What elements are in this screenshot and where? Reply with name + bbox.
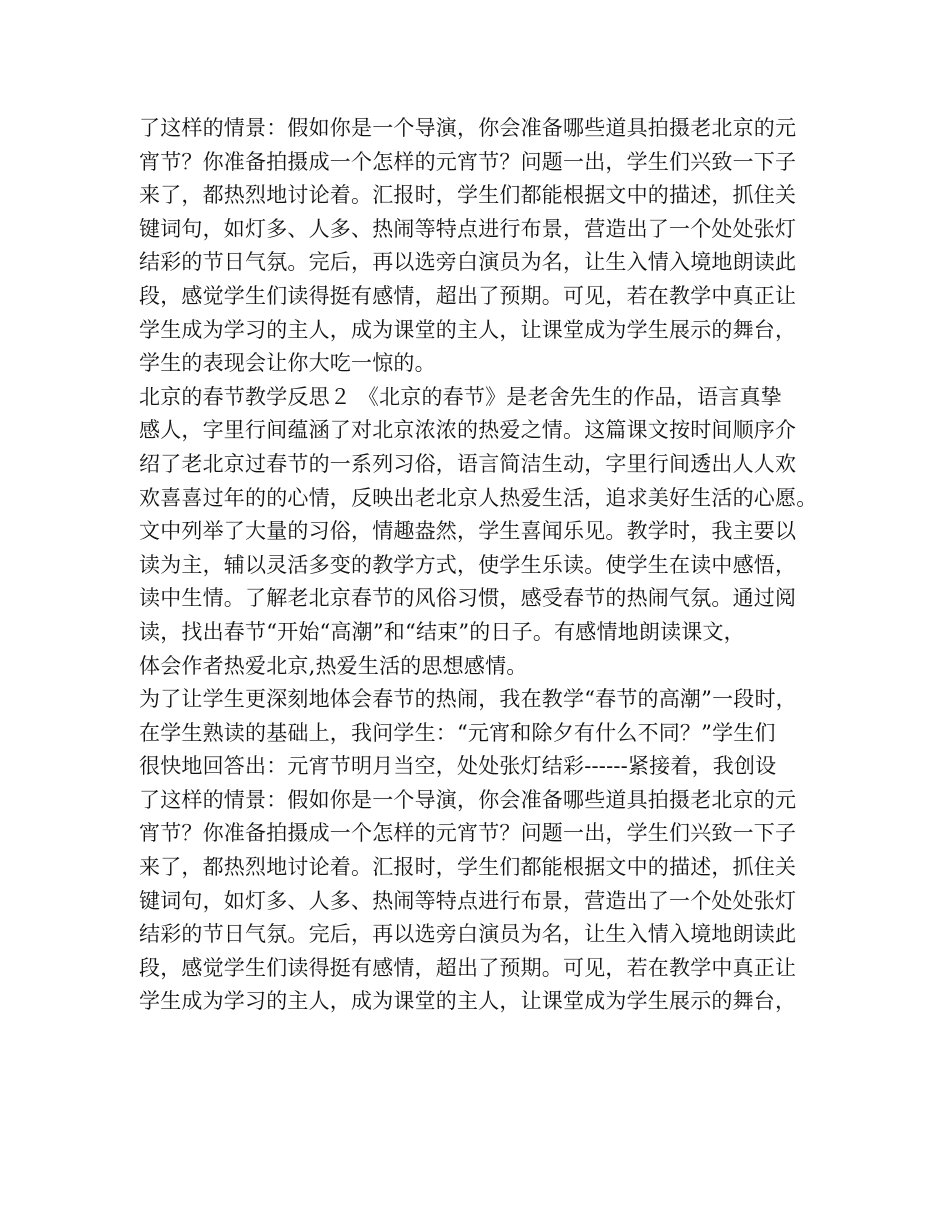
text-line: 键词句，如灯多、人多、热闹等特点进行布景，营造出了一个处处张灯 [139,888,797,913]
text-line: 了这样的情景：假如你是一个导演，你会准备哪些道具拍摄老北京的元 [139,787,797,812]
text-line: 北京的春节教学反思２ 《北京的春节》是老舍先生的作品，语言真挚 [139,384,782,409]
body-text [139,112,839,1019]
text-line: 宵节？你准备拍摄成一个怎样的元宵节？问题一出，学生们兴致一下子 [139,149,797,174]
text-line: 绍了老北京过春节的一系列习俗，语言简洁生动，字里行间透出人人欢 [139,451,797,476]
text-line: 欢喜喜过年的的心情，反映出老北京人热爱生活，追求美好生活的心愿。 [139,485,818,510]
text-line: 学生的表现会让你大吃一惊的。 [139,351,436,376]
text-line: 段，感觉学生们读得挺有感情，超出了预期。可见，若在教学中真正让 [139,955,797,980]
text-line: 读为主，辅以灵活多变的教学方式，使学生乐读。使学生在读中感悟， [139,552,797,577]
text-line: 结彩的节日气氛。完后，再以选旁白演员为名，让生入情入境地朗读此 [139,250,797,275]
text-line: 感人，字里行间蕴涵了对北京浓浓的热爱之情。这篇课文按时间顺序介 [139,418,797,443]
text-line: 学生成为学习的主人，成为课堂的主人，让课堂成为学生展示的舞台， [139,989,797,1014]
text-line: 宵节？你准备拍摄成一个怎样的元宵节？问题一出，学生们兴致一下子 [139,821,797,846]
text-line: 结彩的节日气氛。完后，再以选旁白演员为名，让生入情入境地朗读此 [139,922,797,947]
text-line: 体会作者热爱北京,热爱生活的思想感情。 [139,653,528,678]
text-line: 为了让学生更深刻地体会春节的热闹，我在教学“春节的高潮”一段时， [139,687,797,712]
text-line: 来了，都热烈地讨论着。汇报时，学生们都能根据文中的描述，抓住关 [139,855,797,880]
text-line: 读，找出春节“开始“高潮”和“结束”的日子。有感情地朗读课文， [139,619,745,644]
text-line: 学生成为学习的主人，成为课堂的主人，让课堂成为学生展示的舞台， [139,317,797,342]
text-line: 读中生情。了解老北京春节的风俗习惯，感受春节的热闹气氛。通过阅 [139,586,797,611]
text-line: 键词句，如灯多、人多、热闹等特点进行布景，营造出了一个处处张灯 [139,216,797,241]
text-line: 段，感觉学生们读得挺有感情，超出了预期。可见，若在教学中真正让 [139,283,797,308]
text-line: 在学生熟读的基础上，我问学生：“元宵和除夕有什么不同？”学生们 [139,720,776,745]
text-line: 来了，都热烈地讨论着。汇报时，学生们都能根据文中的描述，抓住关 [139,183,797,208]
text-line: 文中列举了大量的习俗，情趣盎然，学生喜闻乐见。教学时，我主要以 [139,519,797,544]
text-line: 很快地回答出：元宵节明月当空，处处张灯结彩------紧接着，我创设 [139,754,777,779]
text-line: 了这样的情景：假如你是一个导演，你会准备哪些道具拍摄老北京的元 [139,116,797,140]
